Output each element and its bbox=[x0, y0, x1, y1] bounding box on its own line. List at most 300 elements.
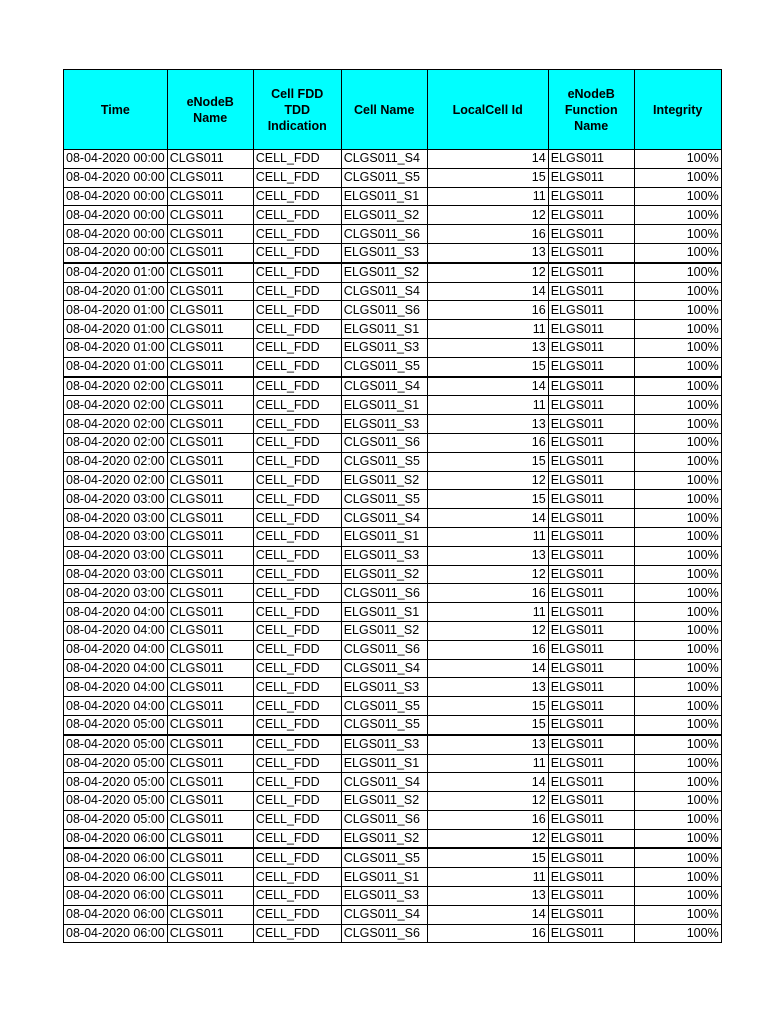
time-cell: 08-04-2020 03:00 bbox=[64, 584, 168, 603]
table-row bbox=[64, 509, 722, 528]
enodeb-name-cell: CLGS011 bbox=[167, 282, 253, 301]
integrity-cell: 100% bbox=[634, 243, 721, 262]
cell-name-cell: CLGS011_S5 bbox=[341, 452, 427, 471]
enodeb-name-cell: CLGS011 bbox=[167, 433, 253, 452]
time-cell: 08-04-2020 06:00 bbox=[64, 829, 168, 848]
time-cell: 08-04-2020 01:00 bbox=[64, 282, 168, 301]
integrity-cell: 100% bbox=[634, 678, 721, 697]
time-cell: 08-04-2020 02:00 bbox=[64, 396, 168, 415]
function-name-cell: ELGS011 bbox=[548, 773, 634, 792]
cell-indication-cell: CELL_FDD bbox=[253, 735, 341, 754]
cell-name-cell: ELGS011_S2 bbox=[341, 621, 427, 640]
cell-name-cell: ELGS011_S1 bbox=[341, 754, 427, 773]
column-header-integrity: Integrity bbox=[634, 70, 721, 150]
function-name-cell: ELGS011 bbox=[548, 338, 634, 357]
localcell-id-cell: 14 bbox=[427, 509, 548, 528]
localcell-id-cell: 13 bbox=[427, 338, 548, 357]
function-name-cell: ELGS011 bbox=[548, 396, 634, 415]
localcell-id-cell: 12 bbox=[427, 263, 548, 282]
table-row bbox=[64, 621, 722, 640]
table-row bbox=[64, 792, 722, 811]
table-row bbox=[64, 471, 722, 490]
integrity-cell: 100% bbox=[634, 715, 721, 734]
cell-name-cell: ELGS011_S3 bbox=[341, 735, 427, 754]
cell-name-cell: CLGS011_S5 bbox=[341, 848, 427, 867]
localcell-id-cell: 16 bbox=[427, 924, 548, 943]
integrity-cell: 100% bbox=[634, 282, 721, 301]
enodeb-name-cell: CLGS011 bbox=[167, 338, 253, 357]
time-cell: 08-04-2020 00:00 bbox=[64, 243, 168, 262]
cell-indication-cell: CELL_FDD bbox=[253, 263, 341, 282]
function-name-cell: ELGS011 bbox=[548, 527, 634, 546]
enodeb-name-cell: CLGS011 bbox=[167, 754, 253, 773]
enodeb-name-cell: CLGS011 bbox=[167, 887, 253, 906]
cell-name-cell: ELGS011_S2 bbox=[341, 263, 427, 282]
enodeb-name-cell: CLGS011 bbox=[167, 697, 253, 716]
function-name-cell: ELGS011 bbox=[548, 206, 634, 225]
enodeb-name-cell: CLGS011 bbox=[167, 924, 253, 943]
time-cell: 08-04-2020 04:00 bbox=[64, 640, 168, 659]
cell-name-cell: CLGS011_S5 bbox=[341, 168, 427, 187]
function-name-cell: ELGS011 bbox=[548, 792, 634, 811]
cell-indication-cell: CELL_FDD bbox=[253, 621, 341, 640]
localcell-id-cell: 16 bbox=[427, 640, 548, 659]
localcell-id-cell: 12 bbox=[427, 621, 548, 640]
integrity-cell: 100% bbox=[634, 415, 721, 434]
time-cell: 08-04-2020 03:00 bbox=[64, 546, 168, 565]
enodeb-name-cell: CLGS011 bbox=[167, 792, 253, 811]
column-header-localcell-id: LocalCell Id bbox=[427, 70, 548, 150]
cell-name-cell: CLGS011_S6 bbox=[341, 584, 427, 603]
column-header-enodeb-function-name: eNodeB Function Name bbox=[548, 70, 634, 150]
time-cell: 08-04-2020 00:00 bbox=[64, 206, 168, 225]
integrity-cell: 100% bbox=[634, 584, 721, 603]
function-name-cell: ELGS011 bbox=[548, 810, 634, 829]
function-name-cell: ELGS011 bbox=[548, 150, 634, 169]
table-row bbox=[64, 433, 722, 452]
integrity-cell: 100% bbox=[634, 848, 721, 867]
cell-indication-cell: CELL_FDD bbox=[253, 187, 341, 206]
cell-indication-cell: CELL_FDD bbox=[253, 924, 341, 943]
time-cell: 08-04-2020 01:00 bbox=[64, 320, 168, 339]
table-row bbox=[64, 868, 722, 887]
function-name-cell: ELGS011 bbox=[548, 905, 634, 924]
time-cell: 08-04-2020 03:00 bbox=[64, 527, 168, 546]
time-cell: 08-04-2020 00:00 bbox=[64, 187, 168, 206]
time-cell: 08-04-2020 04:00 bbox=[64, 621, 168, 640]
enodeb-name-cell: CLGS011 bbox=[167, 509, 253, 528]
localcell-id-cell: 15 bbox=[427, 168, 548, 187]
enodeb-name-cell: CLGS011 bbox=[167, 773, 253, 792]
cell-indication-cell: CELL_FDD bbox=[253, 584, 341, 603]
table-row bbox=[64, 603, 722, 622]
time-cell: 08-04-2020 02:00 bbox=[64, 471, 168, 490]
localcell-id-cell: 11 bbox=[427, 320, 548, 339]
cell-name-cell: ELGS011_S1 bbox=[341, 320, 427, 339]
table-row bbox=[64, 735, 722, 754]
localcell-id-cell: 14 bbox=[427, 377, 548, 396]
table-row bbox=[64, 829, 722, 848]
cell-indication-cell: CELL_FDD bbox=[253, 565, 341, 584]
localcell-id-cell: 16 bbox=[427, 584, 548, 603]
table-row bbox=[64, 301, 722, 320]
function-name-cell: ELGS011 bbox=[548, 225, 634, 244]
cell-name-cell: CLGS011_S5 bbox=[341, 357, 427, 376]
table-row bbox=[64, 678, 722, 697]
enodeb-name-cell: CLGS011 bbox=[167, 527, 253, 546]
function-name-cell: ELGS011 bbox=[548, 377, 634, 396]
integrity-cell: 100% bbox=[634, 565, 721, 584]
localcell-id-cell: 14 bbox=[427, 773, 548, 792]
function-name-cell: ELGS011 bbox=[548, 546, 634, 565]
function-name-cell: ELGS011 bbox=[548, 452, 634, 471]
localcell-id-cell: 14 bbox=[427, 282, 548, 301]
integrity-cell: 100% bbox=[634, 697, 721, 716]
integrity-cell: 100% bbox=[634, 396, 721, 415]
enodeb-name-cell: CLGS011 bbox=[167, 471, 253, 490]
cell-indication-cell: CELL_FDD bbox=[253, 243, 341, 262]
function-name-cell: ELGS011 bbox=[548, 924, 634, 943]
localcell-id-cell: 13 bbox=[427, 546, 548, 565]
cell-indication-cell: CELL_FDD bbox=[253, 887, 341, 906]
function-name-cell: ELGS011 bbox=[548, 471, 634, 490]
cell-indication-cell: CELL_FDD bbox=[253, 697, 341, 716]
cell-name-cell: CLGS011_S5 bbox=[341, 697, 427, 716]
cell-indication-cell: CELL_FDD bbox=[253, 490, 341, 509]
localcell-id-cell: 11 bbox=[427, 527, 548, 546]
localcell-id-cell: 14 bbox=[427, 905, 548, 924]
table-row bbox=[64, 810, 722, 829]
integrity-cell: 100% bbox=[634, 659, 721, 678]
table-row bbox=[64, 225, 722, 244]
integrity-cell: 100% bbox=[634, 471, 721, 490]
function-name-cell: ELGS011 bbox=[548, 603, 634, 622]
enodeb-name-cell: CLGS011 bbox=[167, 150, 253, 169]
cell-name-cell: ELGS011_S2 bbox=[341, 829, 427, 848]
localcell-id-cell: 12 bbox=[427, 206, 548, 225]
time-cell: 08-04-2020 04:00 bbox=[64, 603, 168, 622]
cell-indication-cell: CELL_FDD bbox=[253, 282, 341, 301]
localcell-id-cell: 12 bbox=[427, 792, 548, 811]
cell-name-cell: ELGS011_S3 bbox=[341, 887, 427, 906]
localcell-id-cell: 11 bbox=[427, 868, 548, 887]
cell-name-cell: ELGS011_S1 bbox=[341, 868, 427, 887]
function-name-cell: ELGS011 bbox=[548, 887, 634, 906]
function-name-cell: ELGS011 bbox=[548, 320, 634, 339]
integrity-cell: 100% bbox=[634, 168, 721, 187]
cell-name-cell: CLGS011_S4 bbox=[341, 659, 427, 678]
integrity-cell: 100% bbox=[634, 206, 721, 225]
time-cell: 08-04-2020 06:00 bbox=[64, 905, 168, 924]
localcell-id-cell: 11 bbox=[427, 187, 548, 206]
cell-name-cell: CLGS011_S4 bbox=[341, 150, 427, 169]
localcell-id-cell: 12 bbox=[427, 829, 548, 848]
table-row bbox=[64, 887, 722, 906]
cell-indication-cell: CELL_FDD bbox=[253, 640, 341, 659]
time-cell: 08-04-2020 02:00 bbox=[64, 415, 168, 434]
column-header-time: Time bbox=[64, 70, 168, 150]
cell-name-cell: ELGS011_S1 bbox=[341, 603, 427, 622]
cell-name-cell: ELGS011_S3 bbox=[341, 546, 427, 565]
column-header-cell-name: Cell Name bbox=[341, 70, 427, 150]
enodeb-name-cell: CLGS011 bbox=[167, 640, 253, 659]
integrity-cell: 100% bbox=[634, 621, 721, 640]
table-row bbox=[64, 338, 722, 357]
integrity-cell: 100% bbox=[634, 509, 721, 528]
enodeb-name-cell: CLGS011 bbox=[167, 357, 253, 376]
enodeb-name-cell: CLGS011 bbox=[167, 810, 253, 829]
table-row bbox=[64, 527, 722, 546]
function-name-cell: ELGS011 bbox=[548, 640, 634, 659]
cell-indication-cell: CELL_FDD bbox=[253, 225, 341, 244]
cell-name-cell: ELGS011_S1 bbox=[341, 396, 427, 415]
table-row bbox=[64, 546, 722, 565]
function-name-cell: ELGS011 bbox=[548, 868, 634, 887]
time-cell: 08-04-2020 02:00 bbox=[64, 452, 168, 471]
table-row bbox=[64, 697, 722, 716]
time-cell: 08-04-2020 00:00 bbox=[64, 168, 168, 187]
localcell-id-cell: 16 bbox=[427, 301, 548, 320]
enodeb-name-cell: CLGS011 bbox=[167, 415, 253, 434]
localcell-id-cell: 13 bbox=[427, 678, 548, 697]
integrity-cell: 100% bbox=[634, 603, 721, 622]
time-cell: 08-04-2020 03:00 bbox=[64, 565, 168, 584]
time-cell: 08-04-2020 00:00 bbox=[64, 225, 168, 244]
enodeb-name-cell: CLGS011 bbox=[167, 584, 253, 603]
function-name-cell: ELGS011 bbox=[548, 678, 634, 697]
localcell-id-cell: 13 bbox=[427, 887, 548, 906]
function-name-cell: ELGS011 bbox=[548, 263, 634, 282]
enodeb-name-cell: CLGS011 bbox=[167, 565, 253, 584]
cell-indication-cell: CELL_FDD bbox=[253, 868, 341, 887]
time-cell: 08-04-2020 05:00 bbox=[64, 810, 168, 829]
localcell-id-cell: 12 bbox=[427, 471, 548, 490]
localcell-id-cell: 12 bbox=[427, 565, 548, 584]
time-cell: 08-04-2020 01:00 bbox=[64, 263, 168, 282]
function-name-cell: ELGS011 bbox=[548, 415, 634, 434]
cell-name-cell: ELGS011_S2 bbox=[341, 206, 427, 225]
localcell-id-cell: 15 bbox=[427, 715, 548, 734]
cell-indication-cell: CELL_FDD bbox=[253, 320, 341, 339]
cell-name-cell: CLGS011_S6 bbox=[341, 640, 427, 659]
integrity-cell: 100% bbox=[634, 452, 721, 471]
cell-indication-cell: CELL_FDD bbox=[253, 848, 341, 867]
enodeb-name-cell: CLGS011 bbox=[167, 735, 253, 754]
table-row bbox=[64, 452, 722, 471]
header-row bbox=[64, 70, 722, 150]
table-row bbox=[64, 357, 722, 376]
cell-name-cell: ELGS011_S2 bbox=[341, 471, 427, 490]
cell-name-cell: CLGS011_S5 bbox=[341, 715, 427, 734]
cell-indication-cell: CELL_FDD bbox=[253, 715, 341, 734]
cell-name-cell: CLGS011_S6 bbox=[341, 924, 427, 943]
localcell-id-cell: 15 bbox=[427, 452, 548, 471]
integrity-cell: 100% bbox=[634, 810, 721, 829]
cell-indication-cell: CELL_FDD bbox=[253, 659, 341, 678]
localcell-id-cell: 15 bbox=[427, 490, 548, 509]
enodeb-name-cell: CLGS011 bbox=[167, 848, 253, 867]
time-cell: 08-04-2020 04:00 bbox=[64, 659, 168, 678]
localcell-id-cell: 15 bbox=[427, 697, 548, 716]
time-cell: 08-04-2020 05:00 bbox=[64, 792, 168, 811]
integrity-cell: 100% bbox=[634, 433, 721, 452]
column-header-cell-fdd-tdd-indication: Cell FDD TDD Indication bbox=[253, 70, 341, 150]
cell-indication-cell: CELL_FDD bbox=[253, 433, 341, 452]
integrity-cell: 100% bbox=[634, 905, 721, 924]
time-cell: 08-04-2020 06:00 bbox=[64, 887, 168, 906]
integrity-cell: 100% bbox=[634, 735, 721, 754]
integrity-cell: 100% bbox=[634, 150, 721, 169]
cell-indication-cell: CELL_FDD bbox=[253, 396, 341, 415]
table-row bbox=[64, 490, 722, 509]
integrity-cell: 100% bbox=[634, 640, 721, 659]
function-name-cell: ELGS011 bbox=[548, 697, 634, 716]
integrity-cell: 100% bbox=[634, 490, 721, 509]
enodeb-name-cell: CLGS011 bbox=[167, 868, 253, 887]
time-cell: 08-04-2020 05:00 bbox=[64, 715, 168, 734]
table-row bbox=[64, 377, 722, 396]
column-header-enodeb-name: eNodeB Name bbox=[167, 70, 253, 150]
table-row bbox=[64, 754, 722, 773]
function-name-cell: ELGS011 bbox=[548, 282, 634, 301]
cell-name-cell: ELGS011_S1 bbox=[341, 527, 427, 546]
integrity-cell: 100% bbox=[634, 527, 721, 546]
function-name-cell: ELGS011 bbox=[548, 754, 634, 773]
cell-name-cell: ELGS011_S2 bbox=[341, 565, 427, 584]
cell-name-cell: CLGS011_S4 bbox=[341, 905, 427, 924]
cell-indication-cell: CELL_FDD bbox=[253, 810, 341, 829]
function-name-cell: ELGS011 bbox=[548, 168, 634, 187]
integrity-cell: 100% bbox=[634, 301, 721, 320]
enodeb-name-cell: CLGS011 bbox=[167, 603, 253, 622]
cell-name-cell: CLGS011_S5 bbox=[341, 490, 427, 509]
table-row bbox=[64, 206, 722, 225]
integrity-cell: 100% bbox=[634, 320, 721, 339]
enodeb-name-cell: CLGS011 bbox=[167, 301, 253, 320]
cell-name-cell: ELGS011_S3 bbox=[341, 338, 427, 357]
integrity-cell: 100% bbox=[634, 887, 721, 906]
cell-name-cell: ELGS011_S3 bbox=[341, 678, 427, 697]
table-row bbox=[64, 659, 722, 678]
cell-indication-cell: CELL_FDD bbox=[253, 603, 341, 622]
table-row bbox=[64, 640, 722, 659]
cell-indication-cell: CELL_FDD bbox=[253, 301, 341, 320]
table-row bbox=[64, 187, 722, 206]
enodeb-name-cell: CLGS011 bbox=[167, 320, 253, 339]
cell-indication-cell: CELL_FDD bbox=[253, 338, 341, 357]
function-name-cell: ELGS011 bbox=[548, 621, 634, 640]
integrity-cell: 100% bbox=[634, 868, 721, 887]
time-cell: 08-04-2020 02:00 bbox=[64, 433, 168, 452]
table-row bbox=[64, 320, 722, 339]
time-cell: 08-04-2020 06:00 bbox=[64, 924, 168, 943]
integrity-cell: 100% bbox=[634, 225, 721, 244]
function-name-cell: ELGS011 bbox=[548, 433, 634, 452]
cell-indication-cell: CELL_FDD bbox=[253, 357, 341, 376]
function-name-cell: ELGS011 bbox=[548, 848, 634, 867]
table-row bbox=[64, 773, 722, 792]
localcell-id-cell: 14 bbox=[427, 150, 548, 169]
function-name-cell: ELGS011 bbox=[548, 490, 634, 509]
table-row bbox=[64, 905, 722, 924]
integrity-cell: 100% bbox=[634, 377, 721, 396]
cell-indication-cell: CELL_FDD bbox=[253, 168, 341, 187]
time-cell: 08-04-2020 05:00 bbox=[64, 735, 168, 754]
time-cell: 08-04-2020 01:00 bbox=[64, 301, 168, 320]
enodeb-name-cell: CLGS011 bbox=[167, 225, 253, 244]
enodeb-name-cell: CLGS011 bbox=[167, 546, 253, 565]
enodeb-name-cell: CLGS011 bbox=[167, 168, 253, 187]
cell-indication-cell: CELL_FDD bbox=[253, 150, 341, 169]
cell-indication-cell: CELL_FDD bbox=[253, 415, 341, 434]
integrity-cell: 100% bbox=[634, 357, 721, 376]
cell-name-cell: ELGS011_S3 bbox=[341, 243, 427, 262]
localcell-id-cell: 15 bbox=[427, 848, 548, 867]
localcell-id-cell: 16 bbox=[427, 225, 548, 244]
enodeb-name-cell: CLGS011 bbox=[167, 490, 253, 509]
table-row bbox=[64, 150, 722, 169]
localcell-id-cell: 13 bbox=[427, 243, 548, 262]
time-cell: 08-04-2020 04:00 bbox=[64, 697, 168, 716]
table-row bbox=[64, 565, 722, 584]
table-row bbox=[64, 848, 722, 867]
integrity-cell: 100% bbox=[634, 792, 721, 811]
cell-indication-cell: CELL_FDD bbox=[253, 905, 341, 924]
localcell-id-cell: 16 bbox=[427, 810, 548, 829]
enodeb-name-cell: CLGS011 bbox=[167, 452, 253, 471]
enodeb-name-cell: CLGS011 bbox=[167, 659, 253, 678]
time-cell: 08-04-2020 04:00 bbox=[64, 678, 168, 697]
enodeb-name-cell: CLGS011 bbox=[167, 263, 253, 282]
time-cell: 08-04-2020 06:00 bbox=[64, 868, 168, 887]
enodeb-name-cell: CLGS011 bbox=[167, 187, 253, 206]
localcell-id-cell: 13 bbox=[427, 735, 548, 754]
localcell-id-cell: 15 bbox=[427, 357, 548, 376]
time-cell: 08-04-2020 01:00 bbox=[64, 357, 168, 376]
localcell-id-cell: 11 bbox=[427, 396, 548, 415]
table-row bbox=[64, 396, 722, 415]
table-row bbox=[64, 282, 722, 301]
localcell-id-cell: 16 bbox=[427, 433, 548, 452]
cell-indication-cell: CELL_FDD bbox=[253, 546, 341, 565]
enodeb-name-cell: CLGS011 bbox=[167, 396, 253, 415]
time-cell: 08-04-2020 05:00 bbox=[64, 754, 168, 773]
enodeb-name-cell: CLGS011 bbox=[167, 829, 253, 848]
table-row bbox=[64, 168, 722, 187]
cell-indication-cell: CELL_FDD bbox=[253, 678, 341, 697]
localcell-id-cell: 11 bbox=[427, 603, 548, 622]
time-cell: 08-04-2020 02:00 bbox=[64, 377, 168, 396]
time-cell: 08-04-2020 05:00 bbox=[64, 773, 168, 792]
cell-indication-cell: CELL_FDD bbox=[253, 377, 341, 396]
cell-indication-cell: CELL_FDD bbox=[253, 792, 341, 811]
function-name-cell: ELGS011 bbox=[548, 735, 634, 754]
cell-name-cell: ELGS011_S1 bbox=[341, 187, 427, 206]
integrity-cell: 100% bbox=[634, 187, 721, 206]
enodeb-name-cell: CLGS011 bbox=[167, 905, 253, 924]
enodeb-name-cell: CLGS011 bbox=[167, 715, 253, 734]
function-name-cell: ELGS011 bbox=[548, 187, 634, 206]
time-cell: 08-04-2020 06:00 bbox=[64, 848, 168, 867]
cell-indication-cell: CELL_FDD bbox=[253, 773, 341, 792]
integrity-cell: 100% bbox=[634, 754, 721, 773]
cell-name-cell: CLGS011_S4 bbox=[341, 773, 427, 792]
time-cell: 08-04-2020 03:00 bbox=[64, 509, 168, 528]
cell-indication-cell: CELL_FDD bbox=[253, 527, 341, 546]
function-name-cell: ELGS011 bbox=[548, 357, 634, 376]
function-name-cell: ELGS011 bbox=[548, 301, 634, 320]
table-row bbox=[64, 584, 722, 603]
